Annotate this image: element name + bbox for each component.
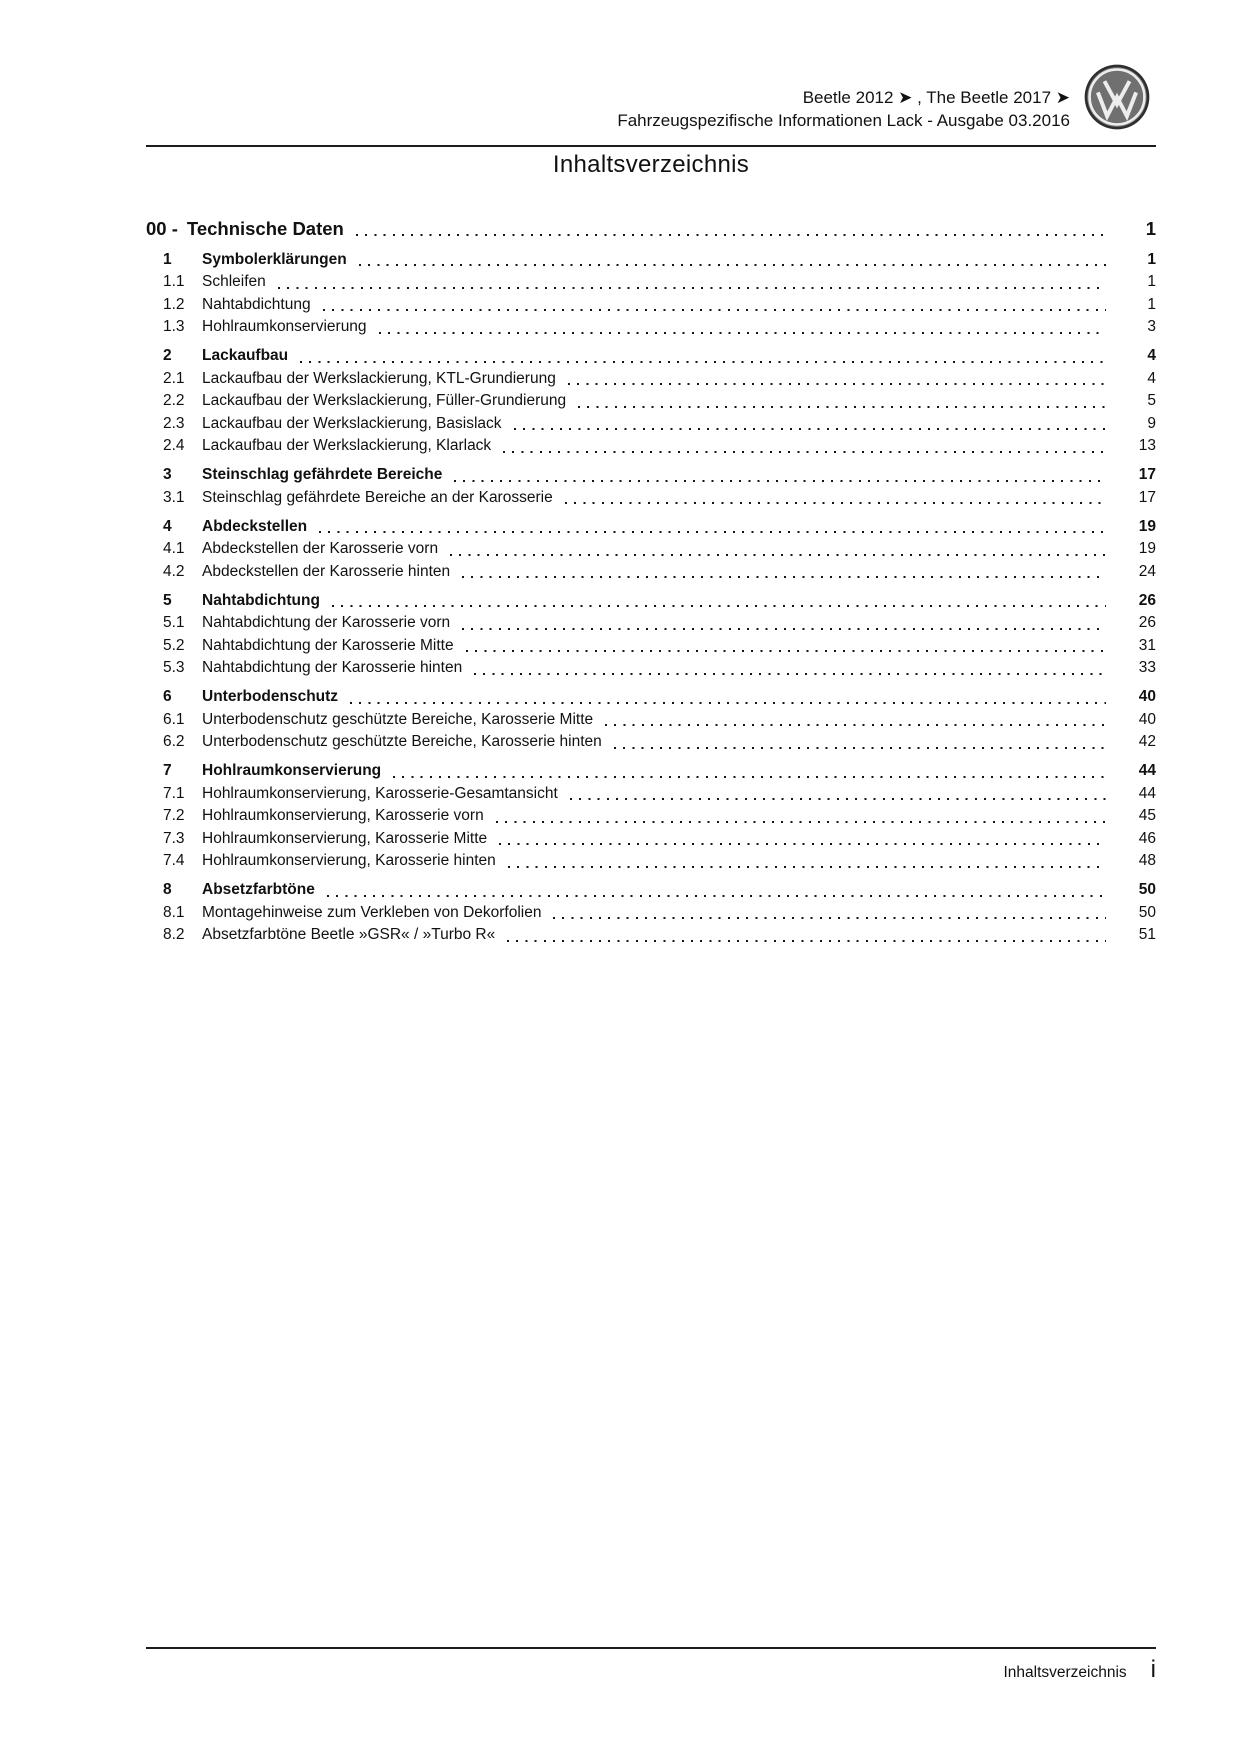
toc-entry-number: 6.1: [163, 710, 185, 728]
toc-entry-title: Nahtabdichtung der Karosserie hinten: [202, 659, 463, 676]
dot-leader: [466, 650, 1106, 652]
dot-leader: [450, 554, 1106, 556]
dot-leader: [454, 480, 1106, 482]
toc-entry-page: 51: [1138, 926, 1156, 943]
toc-entry-title: Nahtabdichtung der Karosserie vorn: [202, 614, 451, 631]
toc-entry: [146, 783, 1156, 806]
dot-leader: [327, 895, 1106, 897]
footer-page-number: i: [1150, 1656, 1156, 1683]
toc-entry-page: 17: [1138, 488, 1156, 506]
toc-entry-number: 7: [163, 762, 172, 779]
toc-entry-page: 24: [1138, 562, 1156, 580]
toc-entry-title: Montagehinweise zum Verkleben von Dekorfolien: [202, 903, 542, 921]
dot-leader: [514, 428, 1106, 430]
toc-entry: [146, 731, 1156, 754]
toc-entry-title: Nahtabdichtung: [202, 591, 320, 609]
page-header: [617, 86, 1070, 132]
toc-entry-number: 4.1: [163, 540, 185, 557]
toc-entry: [146, 828, 1156, 851]
toc-entry-title: Hohlraumkonservierung, Karosserie vorn: [202, 807, 484, 824]
toc-entry-number: 3.1: [163, 488, 185, 506]
toc-entry-title: Absetzfarbtöne Beetle »GSR« / »Turbo R«: [202, 926, 496, 943]
toc-entry-number: 1.2: [163, 295, 185, 313]
toc-entry-page: 19: [1138, 517, 1156, 535]
toc-entry: [146, 271, 1156, 294]
page-footer: [146, 1656, 1156, 1684]
toc-entry-page: 44: [1138, 762, 1156, 779]
dot-leader: [300, 361, 1106, 363]
toc-entry-page: 4: [1147, 347, 1156, 364]
toc-entry-number: 5.1: [163, 614, 185, 631]
toc-entry: [146, 635, 1156, 658]
toc-entry-page: 44: [1138, 784, 1156, 802]
dot-leader: [474, 673, 1106, 675]
toc-entry-page: 13: [1138, 437, 1156, 454]
toc-entry-page: 31: [1138, 636, 1156, 654]
toc-entry-title: Steinschlag gefährdete Bereiche: [202, 466, 443, 483]
toc-entry-page: 5: [1147, 392, 1156, 409]
toc-entry: [146, 345, 1156, 368]
toc-entry: [146, 516, 1156, 539]
toc-entry: [146, 413, 1156, 436]
toc-entry: [146, 216, 1156, 242]
header-model-line: Beetle 2012 ➤ , The Beetle 2017 ➤: [802, 88, 1070, 107]
toc-entry-number: 8: [163, 881, 172, 898]
dot-leader: [565, 502, 1106, 504]
toc-entry: [146, 590, 1156, 613]
toc-entry-number: 2.2: [163, 392, 185, 409]
dot-leader: [568, 383, 1106, 385]
dot-leader: [323, 309, 1106, 311]
toc-entry-title: Unterbodenschutz geschützte Bereiche, Karosserie Mitte: [202, 710, 594, 728]
toc-entry-title: Lackaufbau: [202, 347, 289, 364]
dot-leader: [278, 287, 1106, 289]
toc-entry-title: Symbolerklärungen: [202, 250, 347, 268]
toc-entry-number: 7.3: [163, 829, 185, 847]
dot-leader: [496, 821, 1106, 823]
dot-leader: [503, 451, 1106, 453]
toc-entry-page: 26: [1138, 614, 1156, 631]
toc-entry-number: 4.2: [163, 562, 185, 580]
toc-entry: [146, 612, 1156, 635]
toc-entry-title: Hohlraumkonservierung, Karosserie Mitte: [202, 829, 488, 847]
toc-entry-page: 45: [1138, 807, 1156, 824]
dot-leader: [356, 234, 1106, 236]
dot-leader: [350, 702, 1106, 704]
toc-entry-number: 5.2: [163, 636, 185, 654]
toc-entry: [146, 805, 1156, 828]
toc-entry-number: 6.2: [163, 733, 185, 750]
toc-entry-title: Lackaufbau der Werkslackierung, Klarlack: [202, 437, 492, 454]
dot-leader: [379, 332, 1106, 334]
toc-entry: [146, 249, 1156, 272]
toc-entry-page: 40: [1138, 710, 1156, 728]
dot-leader: [507, 940, 1106, 942]
toc-entry-number: 5.3: [163, 659, 185, 676]
toc-entry-number: 7.1: [163, 784, 185, 802]
toc-entry-page: 26: [1138, 591, 1156, 609]
toc-entry: [146, 487, 1156, 510]
toc-entry-page: 1: [1145, 218, 1156, 239]
toc-entry: [146, 368, 1156, 391]
toc-entry-title: Nahtabdichtung: [202, 295, 311, 313]
toc-entry-title: Abdeckstellen der Karosserie hinten: [202, 562, 451, 580]
toc-entry: [146, 390, 1156, 413]
toc-entry-title: Steinschlag gefährdete Bereiche an der Karosserie: [202, 488, 553, 506]
toc-entry: [146, 657, 1156, 680]
toc-entry: [146, 924, 1156, 947]
toc-entry-title: Abdeckstellen: [202, 517, 308, 535]
toc-list: [146, 216, 1156, 947]
toc-entry-number: 7.2: [163, 807, 185, 824]
dot-leader: [578, 406, 1106, 408]
toc-entry-number: 2.1: [163, 369, 185, 387]
toc-entry-number: 1: [163, 250, 172, 268]
toc-entry: [146, 850, 1156, 873]
dot-leader: [605, 724, 1106, 726]
dot-leader: [393, 776, 1106, 778]
toc-entry-title: Lackaufbau der Werkslackierung, KTL-Grundierung: [202, 369, 556, 387]
toc-entry-number: 2.4: [163, 437, 185, 454]
toc-entry-number: 1.3: [163, 318, 185, 335]
toc-entry-page: 19: [1138, 540, 1156, 557]
toc-entry-title: Hohlraumkonservierung, Karosserie hinten: [202, 852, 496, 869]
dot-leader: [462, 576, 1106, 578]
toc-entry-page: 40: [1138, 688, 1156, 705]
toc-entry-number: 2.3: [163, 414, 185, 432]
toc-entry: [146, 538, 1156, 561]
dot-leader: [553, 917, 1106, 919]
dot-leader: [462, 628, 1106, 630]
header-rule: [146, 145, 1156, 147]
toc-entry-number: 8.1: [163, 903, 185, 921]
toc-entry-page: 1: [1147, 250, 1156, 268]
toc-entry-title: Schleifen: [202, 273, 266, 290]
toc-entry-title: Hohlraumkonservierung: [202, 762, 382, 779]
toc-entry-page: 42: [1138, 733, 1156, 750]
toc-entry-title: Technische Daten: [186, 218, 344, 239]
toc-entry-title: Nahtabdichtung der Karosserie Mitte: [202, 636, 454, 654]
toc-entry-page: 9: [1147, 414, 1156, 432]
vw-logo-icon: [1084, 64, 1150, 130]
toc-entry: [146, 709, 1156, 732]
dot-leader: [319, 531, 1106, 533]
toc-entry-title: Lackaufbau der Werkslackierung, Füller-Grundierung: [202, 392, 567, 409]
toc-entry-number: 00 -: [146, 218, 178, 239]
toc-entry-page: 50: [1138, 881, 1156, 898]
toc-entry-number: 2: [163, 347, 172, 364]
dot-leader: [499, 843, 1106, 845]
page-title: Inhaltsverzeichnis: [552, 151, 750, 178]
toc-entry-page: 4: [1147, 369, 1156, 387]
dot-leader: [570, 798, 1106, 800]
toc-entry-number: 5: [163, 591, 172, 609]
toc-entry: [146, 760, 1156, 783]
toc-entry-page: 50: [1138, 903, 1156, 921]
toc-entry-number: 4: [163, 517, 172, 535]
toc-entry: [146, 435, 1156, 458]
dot-leader: [332, 605, 1106, 607]
toc-entry-title: Lackaufbau der Werkslackierung, Basislack: [202, 414, 502, 432]
toc-entry-page: 1: [1147, 295, 1156, 313]
toc-entry-title: Unterbodenschutz geschützte Bereiche, Karosserie hinten: [202, 733, 602, 750]
toc-entry-title: Hohlraumkonservierung, Karosserie-Gesamtansicht: [202, 784, 558, 802]
dot-leader: [359, 264, 1106, 266]
toc-entry: [146, 561, 1156, 584]
toc-entry: [146, 294, 1156, 317]
toc-entry-page: 46: [1138, 829, 1156, 847]
dot-leader: [614, 747, 1106, 749]
toc-entry: [146, 879, 1156, 902]
toc-entry-number: 8.2: [163, 926, 185, 943]
header-doc-line: Fahrzeugspezifische Informationen Lack - Ausgabe 03.2016: [617, 111, 1070, 130]
toc-entry-page: 48: [1138, 852, 1156, 869]
toc-entry-page: 1: [1147, 273, 1156, 290]
toc-entry-page: 33: [1138, 659, 1156, 676]
toc-entry-number: 3: [163, 466, 172, 483]
toc-entry-title: Hohlraumkonservierung: [202, 318, 367, 335]
toc-entry-number: 6: [163, 688, 172, 705]
toc-entry: [146, 902, 1156, 925]
toc-entry-title: Unterbodenschutz: [202, 688, 339, 705]
footer-rule: [146, 1647, 1156, 1649]
toc-entry-page: 3: [1147, 318, 1156, 335]
toc-entry: [146, 686, 1156, 709]
toc-entry-title: Absetzfarbtöne: [202, 881, 315, 898]
toc-entry-page: 17: [1138, 466, 1156, 483]
footer-section-label: Inhaltsverzeichnis: [1003, 1664, 1127, 1681]
dot-leader: [508, 866, 1106, 868]
toc-entry-title: Abdeckstellen der Karosserie vorn: [202, 540, 439, 557]
toc-entry: [146, 464, 1156, 487]
toc-entry-number: 1.1: [163, 273, 185, 290]
toc-entry: [146, 316, 1156, 339]
toc-entry-number: 7.4: [163, 852, 185, 869]
